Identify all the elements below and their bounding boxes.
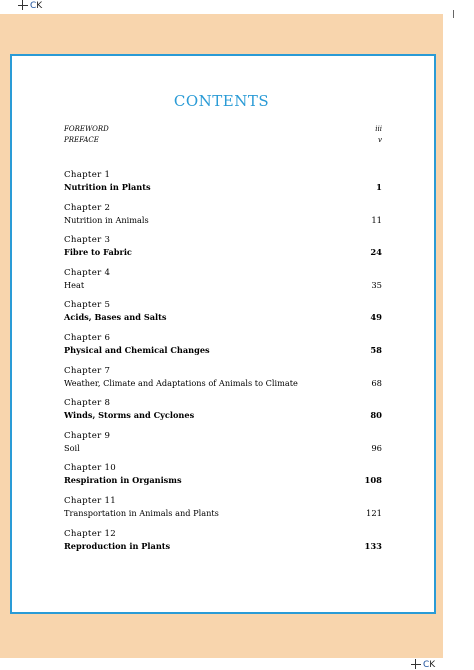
chapter-title: Reproduction in Plants: [64, 540, 171, 551]
chapter-page: 121: [366, 507, 382, 518]
color-mark-k: K: [429, 659, 436, 670]
chapter-title: Soil: [64, 442, 80, 453]
chapter-entry[interactable]: [64, 398, 382, 431]
chapter-label: Chapter 4: [64, 267, 111, 278]
crop-mark-bottom: [411, 659, 435, 670]
prelim-item-foreword[interactable]: [64, 125, 382, 136]
prelim-label: FOREWORD: [64, 125, 109, 133]
chapter-entry[interactable]: [64, 170, 382, 203]
chapter-title: Physical and Chemical Changes: [64, 344, 210, 355]
chapter-label: Chapter 10: [64, 463, 117, 474]
chapter-entry[interactable]: [64, 235, 382, 268]
registration-cross-icon: [411, 659, 421, 669]
chapter-label: Chapter 11: [64, 495, 117, 506]
chapter-page: 68: [371, 377, 382, 388]
color-mark-c: C: [423, 659, 430, 670]
chapter-label: Chapter 2: [64, 202, 111, 213]
chapter-label: Chapter 9: [64, 430, 111, 441]
chapter-label: Chapter 8: [64, 398, 111, 409]
chapter-entry[interactable]: [64, 333, 382, 366]
chapter-entry[interactable]: [64, 300, 382, 333]
chapter-title: Winds, Storms and Cyclones: [64, 410, 195, 421]
chapter-page: 24: [370, 247, 382, 258]
chapter-label: Chapter 3: [64, 235, 111, 246]
crop-mark-top: [18, 0, 42, 11]
chapter-list: [64, 170, 382, 561]
chapter-page: 35: [371, 279, 382, 290]
chapter-page: 1: [376, 182, 382, 192]
chapter-entry[interactable]: [64, 366, 382, 399]
chapter-entry[interactable]: [64, 463, 382, 496]
page-title: CONTENTS: [173, 92, 270, 110]
prelims-list: [64, 125, 382, 147]
chapter-label: Chapter 5: [64, 300, 111, 311]
chapter-title: Nutrition in Plants: [64, 182, 151, 192]
chapter-title: Acids, Bases and Salts: [64, 312, 167, 323]
chapter-label: Chapter 7: [64, 365, 111, 376]
chapter-page: 11: [371, 214, 382, 225]
prelim-label: PREFACE: [64, 136, 99, 144]
chapter-title: Respiration in Organisms: [64, 475, 182, 486]
color-mark-top: [30, 1, 42, 11]
chapter-page: 108: [364, 475, 382, 486]
chapter-page: 133: [364, 540, 382, 551]
chapter-page: 96: [371, 442, 382, 453]
chapter-page: 58: [370, 344, 382, 355]
chapter-entry[interactable]: [64, 268, 382, 301]
color-mark-bottom: [423, 660, 435, 670]
chapter-entry[interactable]: [64, 431, 382, 464]
chapter-entry[interactable]: [64, 496, 382, 529]
prelim-page: v: [378, 136, 382, 144]
color-mark-c: C: [30, 0, 37, 11]
prelim-page: iii: [375, 125, 382, 133]
chapter-title: Heat: [64, 279, 85, 290]
chapter-page: 80: [370, 410, 382, 421]
trim-tick: [453, 10, 454, 18]
chapter-entry[interactable]: [64, 203, 382, 236]
chapter-label: Chapter 1: [64, 170, 111, 180]
chapter-title: Weather, Climate and Adaptations of Animals to Climate: [64, 377, 298, 388]
color-mark-k: K: [36, 0, 43, 11]
chapter-label: Chapter 12: [64, 528, 117, 539]
prelim-item-preface[interactable]: [64, 136, 382, 147]
chapter-title: Fibre to Fabric: [64, 247, 132, 258]
chapter-page: 49: [370, 312, 382, 323]
chapter-entry[interactable]: [64, 529, 382, 562]
chapter-title: Transportation in Animals and Plants: [64, 507, 219, 518]
registration-cross-icon: [18, 0, 28, 10]
chapter-title: Nutrition in Animals: [64, 214, 149, 225]
chapter-label: Chapter 6: [64, 332, 111, 343]
